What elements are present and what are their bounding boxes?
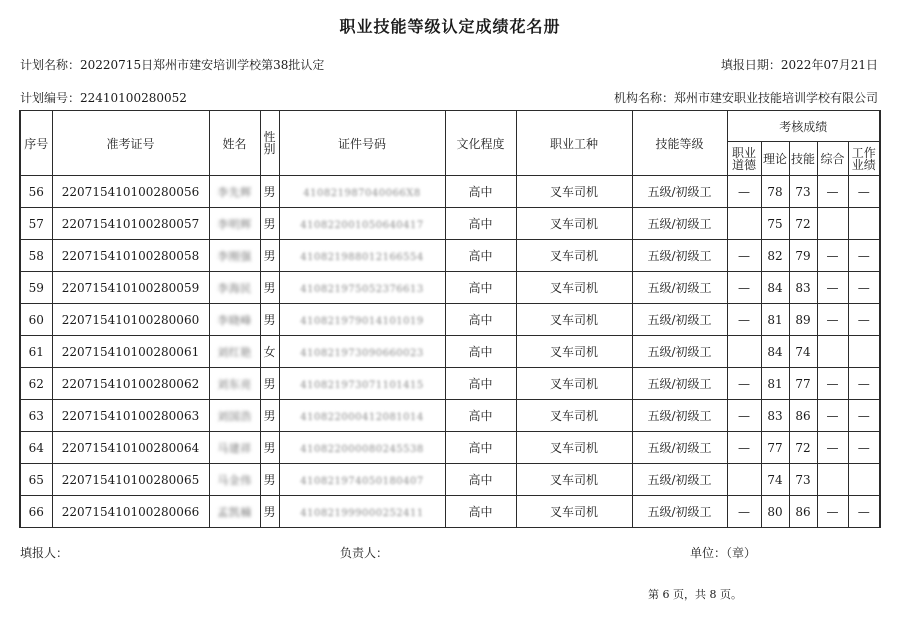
cell-occupation: 叉车司机 xyxy=(516,240,632,272)
cell-skill: 73 xyxy=(789,176,817,208)
cell-gender: 男 xyxy=(260,176,279,208)
cell-skill-level: 五级/初级工 xyxy=(632,240,727,272)
table-row xyxy=(20,400,880,432)
organization-name: 机构名称：郑州市建安职业技能培训学校有限公司 xyxy=(613,91,878,105)
cell-work-performance: — xyxy=(848,240,880,272)
cell-ethics: — xyxy=(727,368,761,400)
cell-seq: 65 xyxy=(20,464,52,496)
cell-work-performance xyxy=(848,208,880,240)
cell-theory: 81 xyxy=(761,304,789,336)
cell-occupation: 叉车司机 xyxy=(516,400,632,432)
cell-id-number xyxy=(279,208,445,240)
cell-seq: 61 xyxy=(20,336,52,368)
cell-exam-number: 220715410100280061 xyxy=(52,336,209,368)
cell-name xyxy=(209,432,260,464)
table-row xyxy=(20,464,880,496)
cell-education: 高中 xyxy=(445,304,516,336)
cell-seq: 66 xyxy=(20,496,52,528)
cell-education: 高中 xyxy=(445,368,516,400)
cell-name xyxy=(209,496,260,528)
cell-gender: 女 xyxy=(260,336,279,368)
cell-name xyxy=(209,336,260,368)
cell-skill: 72 xyxy=(789,432,817,464)
cell-gender: 男 xyxy=(260,464,279,496)
cell-occupation: 叉车司机 xyxy=(516,432,632,464)
cell-name xyxy=(209,304,260,336)
redacted-id-number: 410821975052376613 xyxy=(300,283,424,295)
cell-comprehensive xyxy=(817,208,848,240)
cell-skill-level: 五级/初级工 xyxy=(632,272,727,304)
header-work-performance: 工作业绩 xyxy=(848,142,880,176)
header-name: 姓名 xyxy=(209,111,260,176)
header-skill: 技能 xyxy=(789,142,817,176)
cell-occupation: 叉车司机 xyxy=(516,464,632,496)
redacted-id-number: 410821973090660023 xyxy=(300,347,424,359)
redacted-name: 刘东亮 xyxy=(217,377,252,391)
cell-work-performance xyxy=(848,464,880,496)
cell-comprehensive: — xyxy=(817,400,848,432)
cell-id-number xyxy=(279,496,445,528)
redacted-id-number: 410821987040066X8 xyxy=(303,187,421,199)
cell-occupation: 叉车司机 xyxy=(516,208,632,240)
header-theory: 理论 xyxy=(761,142,789,176)
cell-ethics: — xyxy=(727,272,761,304)
cell-skill-level: 五级/初级工 xyxy=(632,368,727,400)
cell-skill-level: 五级/初级工 xyxy=(632,336,727,368)
cell-skill: 86 xyxy=(789,400,817,432)
cell-id-number xyxy=(279,336,445,368)
header-id-number: 证件号码 xyxy=(279,111,445,176)
cell-exam-number: 220715410100280062 xyxy=(52,368,209,400)
cell-education: 高中 xyxy=(445,208,516,240)
cell-work-performance: — xyxy=(848,400,880,432)
cell-seq: 62 xyxy=(20,368,52,400)
cell-exam-number: 220715410100280056 xyxy=(52,176,209,208)
cell-name xyxy=(209,400,260,432)
cell-skill-level: 五级/初级工 xyxy=(632,208,727,240)
cell-education: 高中 xyxy=(445,496,516,528)
cell-name xyxy=(209,464,260,496)
plan-name: 计划名称：20220715日郑州市建安培训学校第38批认定 xyxy=(20,58,325,72)
table-row xyxy=(20,176,880,208)
header-skill-level: 技能等级 xyxy=(632,111,727,176)
cell-education: 高中 xyxy=(445,272,516,304)
cell-work-performance: — xyxy=(848,272,880,304)
responsible-label: 负责人： xyxy=(340,546,389,560)
cell-skill-level: 五级/初级工 xyxy=(632,304,727,336)
cell-seq: 56 xyxy=(20,176,52,208)
page-indicator: 第 6 页，共 8 页。 xyxy=(648,588,742,601)
cell-skill: 86 xyxy=(789,496,817,528)
cell-gender: 男 xyxy=(260,496,279,528)
header-gender: 性别 xyxy=(260,111,279,176)
redacted-name: 孟凯楠 xyxy=(217,505,252,519)
cell-ethics: — xyxy=(727,400,761,432)
cell-theory: 77 xyxy=(761,432,789,464)
cell-id-number xyxy=(279,240,445,272)
cell-seq: 59 xyxy=(20,272,52,304)
redacted-id-number: 410821999000252411 xyxy=(300,507,424,519)
cell-ethics: — xyxy=(727,432,761,464)
cell-name xyxy=(209,240,260,272)
redacted-name: 刘红艳 xyxy=(217,345,252,359)
cell-skill-level: 五级/初级工 xyxy=(632,496,727,528)
cell-ethics xyxy=(727,336,761,368)
cell-seq: 64 xyxy=(20,432,52,464)
cell-skill: 83 xyxy=(789,272,817,304)
cell-gender: 男 xyxy=(260,368,279,400)
cell-skill-level: 五级/初级工 xyxy=(632,464,727,496)
cell-education: 高中 xyxy=(445,464,516,496)
cell-ethics: — xyxy=(727,176,761,208)
cell-theory: 81 xyxy=(761,368,789,400)
table-row xyxy=(20,208,880,240)
cell-ethics xyxy=(727,208,761,240)
cell-occupation: 叉车司机 xyxy=(516,176,632,208)
cell-work-performance: — xyxy=(848,304,880,336)
table-row xyxy=(20,240,880,272)
header-scores: 考核成绩 xyxy=(727,111,880,142)
table-row xyxy=(20,304,880,336)
cell-ethics xyxy=(727,464,761,496)
cell-comprehensive: — xyxy=(817,176,848,208)
cell-education: 高中 xyxy=(445,240,516,272)
cell-exam-number: 220715410100280065 xyxy=(52,464,209,496)
cell-name xyxy=(209,208,260,240)
cell-skill-level: 五级/初级工 xyxy=(632,176,727,208)
cell-name xyxy=(209,176,260,208)
page-title: 职业技能等级认定成绩花名册 xyxy=(339,17,561,36)
header-seq: 序号 xyxy=(20,111,52,176)
redacted-id-number: 410821973071101415 xyxy=(300,379,424,391)
header-comprehensive: 综合 xyxy=(817,142,848,176)
cell-theory: 84 xyxy=(761,272,789,304)
cell-skill: 79 xyxy=(789,240,817,272)
cell-occupation: 叉车司机 xyxy=(516,272,632,304)
cell-exam-number: 220715410100280057 xyxy=(52,208,209,240)
redacted-id-number: 410821979014101019 xyxy=(300,315,424,327)
cell-id-number xyxy=(279,368,445,400)
cell-occupation: 叉车司机 xyxy=(516,496,632,528)
cell-education: 高中 xyxy=(445,432,516,464)
cell-theory: 78 xyxy=(761,176,789,208)
cell-seq: 57 xyxy=(20,208,52,240)
cell-exam-number: 220715410100280060 xyxy=(52,304,209,336)
redacted-name: 马金伟 xyxy=(217,473,252,487)
cell-occupation: 叉车司机 xyxy=(516,368,632,400)
cell-exam-number: 220715410100280064 xyxy=(52,432,209,464)
cell-skill: 74 xyxy=(789,336,817,368)
cell-id-number xyxy=(279,304,445,336)
cell-comprehensive: — xyxy=(817,240,848,272)
table-row xyxy=(20,336,880,368)
cell-work-performance: — xyxy=(848,432,880,464)
unit-seal-label: 单位：（章） xyxy=(690,546,757,560)
cell-work-performance: — xyxy=(848,368,880,400)
cell-exam-number: 220715410100280063 xyxy=(52,400,209,432)
cell-theory: 74 xyxy=(761,464,789,496)
redacted-name: 李晓峰 xyxy=(217,313,252,327)
cell-gender: 男 xyxy=(260,208,279,240)
cell-gender: 男 xyxy=(260,432,279,464)
cell-theory: 82 xyxy=(761,240,789,272)
table-row xyxy=(20,368,880,400)
header-education: 文化程度 xyxy=(445,111,516,176)
cell-work-performance: — xyxy=(848,496,880,528)
filler-label: 填报人： xyxy=(20,546,69,560)
cell-comprehensive: — xyxy=(817,272,848,304)
cell-name xyxy=(209,368,260,400)
cell-work-performance: — xyxy=(848,176,880,208)
redacted-id-number: 410822000412081014 xyxy=(300,411,424,423)
redacted-name: 李海民 xyxy=(217,281,252,295)
cell-exam-number: 220715410100280058 xyxy=(52,240,209,272)
cell-exam-number: 220715410100280059 xyxy=(52,272,209,304)
cell-theory: 75 xyxy=(761,208,789,240)
cell-id-number xyxy=(279,400,445,432)
cell-seq: 58 xyxy=(20,240,52,272)
header-ethics: 职业道德 xyxy=(727,142,761,176)
header-exam-number: 准考证号 xyxy=(52,111,209,176)
redacted-id-number: 410822000080245538 xyxy=(300,443,424,455)
redacted-name: 李先辉 xyxy=(217,185,252,199)
table-row xyxy=(20,432,880,464)
cell-comprehensive xyxy=(817,336,848,368)
cell-occupation: 叉车司机 xyxy=(516,336,632,368)
cell-skill-level: 五级/初级工 xyxy=(632,432,727,464)
plan-number: 计划编号：22410100280052 xyxy=(20,91,187,105)
table-row xyxy=(20,496,880,528)
redacted-name: 李刚强 xyxy=(217,249,252,263)
cell-skill: 73 xyxy=(789,464,817,496)
cell-id-number xyxy=(279,432,445,464)
cell-id-number xyxy=(279,176,445,208)
cell-education: 高中 xyxy=(445,336,516,368)
cell-seq: 63 xyxy=(20,400,52,432)
cell-name xyxy=(209,272,260,304)
cell-comprehensive: — xyxy=(817,432,848,464)
cell-seq: 60 xyxy=(20,304,52,336)
cell-education: 高中 xyxy=(445,176,516,208)
cell-gender: 男 xyxy=(260,304,279,336)
cell-gender: 男 xyxy=(260,240,279,272)
score-roster-table xyxy=(19,110,881,528)
redacted-id-number: 410821974050180407 xyxy=(300,475,424,487)
redacted-name: 李明辉 xyxy=(217,217,252,231)
cell-skill: 72 xyxy=(789,208,817,240)
cell-theory: 83 xyxy=(761,400,789,432)
fill-date: 填报日期：2022年07月21日 xyxy=(720,58,878,72)
cell-skill: 77 xyxy=(789,368,817,400)
cell-id-number xyxy=(279,272,445,304)
redacted-id-number: 410822001050640417 xyxy=(300,219,424,231)
cell-ethics: — xyxy=(727,496,761,528)
cell-occupation: 叉车司机 xyxy=(516,304,632,336)
cell-comprehensive xyxy=(817,464,848,496)
cell-comprehensive: — xyxy=(817,496,848,528)
redacted-name: 马建祥 xyxy=(217,441,252,455)
cell-theory: 84 xyxy=(761,336,789,368)
cell-ethics: — xyxy=(727,240,761,272)
redacted-id-number: 410821988012166554 xyxy=(300,251,424,263)
cell-work-performance xyxy=(848,336,880,368)
cell-ethics: — xyxy=(727,304,761,336)
cell-gender: 男 xyxy=(260,400,279,432)
cell-theory: 80 xyxy=(761,496,789,528)
cell-id-number xyxy=(279,464,445,496)
cell-skill-level: 五级/初级工 xyxy=(632,400,727,432)
header-occupation: 职业工种 xyxy=(516,111,632,176)
cell-skill: 89 xyxy=(789,304,817,336)
cell-exam-number: 220715410100280066 xyxy=(52,496,209,528)
cell-education: 高中 xyxy=(445,400,516,432)
redacted-name: 刘国浩 xyxy=(217,409,252,423)
cell-comprehensive: — xyxy=(817,304,848,336)
cell-comprehensive: — xyxy=(817,368,848,400)
cell-gender: 男 xyxy=(260,272,279,304)
table-row xyxy=(20,272,880,304)
